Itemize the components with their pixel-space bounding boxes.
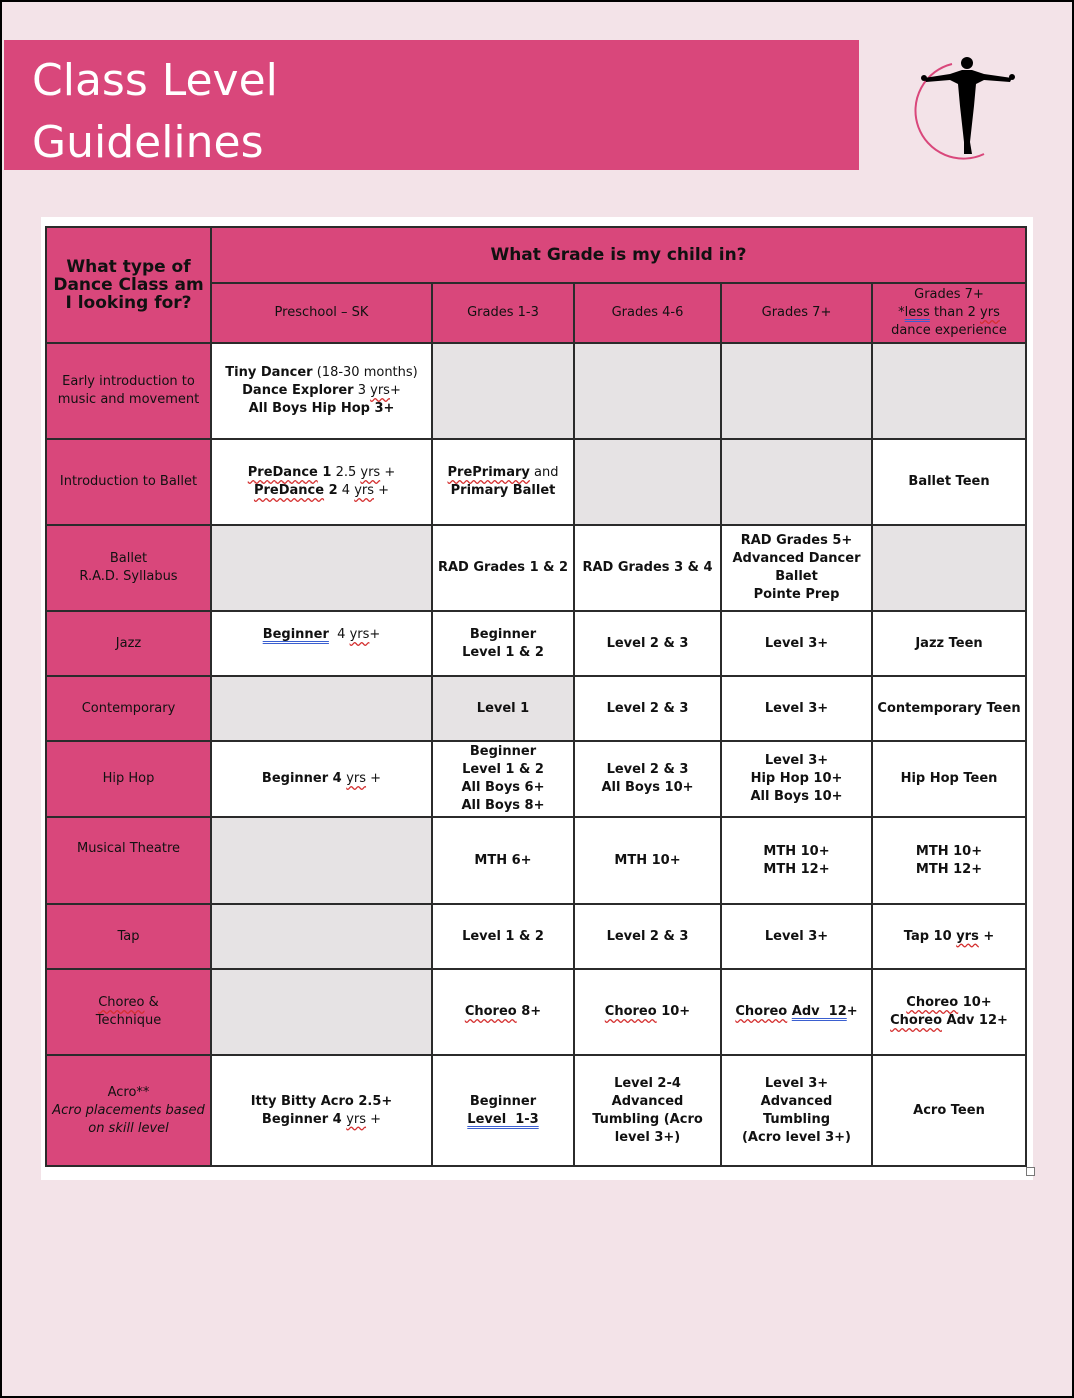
- cell-hiphop-g1-3: Beginner Level 1 & 2 All Boys 6+ All Boys 8+: [432, 741, 574, 817]
- cell-contemporary-g7-less: Contemporary Teen: [872, 676, 1026, 741]
- table-row: [46, 969, 1026, 1055]
- cell-musical-g1-3: MTH 6+: [432, 817, 574, 904]
- cell-hiphop-preschool: Beginner 4 yrs +: [211, 741, 432, 817]
- cell-jazz-g1-3: Beginner Level 1 & 2: [432, 611, 574, 676]
- cell-rad-g1-3: RAD Grades 1 & 2: [432, 525, 574, 611]
- title-line-1: Class Level: [32, 55, 278, 106]
- cell-rad-g4-6: RAD Grades 3 & 4: [574, 525, 721, 611]
- row-header-jazz: Jazz: [46, 611, 211, 676]
- empty-cell: [211, 904, 432, 969]
- cell-contemporary-g4-6: Level 2 & 3: [574, 676, 721, 741]
- page-title: [32, 50, 552, 174]
- cell-musical-g7: MTH 10+ MTH 12+: [721, 817, 872, 904]
- table-row: [46, 904, 1026, 969]
- corner-header: What type of Dance Class am I looking for?: [46, 227, 211, 343]
- cell-rad-g7: RAD Grades 5+ Advanced Dancer Ballet Pointe Prep: [721, 525, 872, 611]
- row-header-early-introduction: Early introduction to music and movement: [46, 343, 211, 439]
- col-header-grades-7-less-experience: [872, 283, 1026, 343]
- col-header-preschool: Preschool – SK: [211, 283, 432, 343]
- empty-cell: [211, 676, 432, 741]
- table-row: [46, 343, 1026, 439]
- resize-handle[interactable]: [1026, 1167, 1035, 1176]
- empty-cell: [574, 343, 721, 439]
- empty-cell: [211, 525, 432, 611]
- table-row: [46, 439, 1026, 525]
- row-header-musical-theatre: Musical Theatre: [46, 817, 211, 904]
- cell-tap-g7: Level 3+: [721, 904, 872, 969]
- cell-tap-g7-less: Tap 10 yrs +: [872, 904, 1026, 969]
- col-header-grades-1-3: Grades 1-3: [432, 283, 574, 343]
- cell-tap-g4-6: Level 2 & 3: [574, 904, 721, 969]
- cell-choreo-g7-less: Choreo 10+ Choreo Adv 12+: [872, 969, 1026, 1055]
- cell-jazz-g7-less: Jazz Teen: [872, 611, 1026, 676]
- cell-acro-g7: Level 3+ Advanced Tumbling (Acro level 3+): [721, 1055, 872, 1166]
- empty-cell: [574, 439, 721, 525]
- row-header-choreo-technique: Choreo & Technique: [46, 969, 211, 1055]
- table-row: [46, 741, 1026, 817]
- title-banner: [4, 40, 859, 170]
- table-row: [46, 817, 1026, 904]
- table-row: [46, 676, 1026, 741]
- table-row: [46, 1055, 1026, 1166]
- empty-cell: [721, 343, 872, 439]
- cell-choreo-g7: Choreo Adv 12+: [721, 969, 872, 1055]
- cell-contemporary-g1-3: Level 1: [432, 676, 574, 741]
- empty-cell: [432, 343, 574, 439]
- row-header-acro: Acro** Acro placements based on skill level: [46, 1055, 211, 1166]
- cell-hiphop-g7: Level 3+ Hip Hop 10+ All Boys 10+: [721, 741, 872, 817]
- cell-tap-g1-3: Level 1 & 2: [432, 904, 574, 969]
- cell-contemporary-g7: Level 3+: [721, 676, 872, 741]
- cell-hiphop-g4-6: Level 2 & 3 All Boys 10+: [574, 741, 721, 817]
- cell-choreo-g1-3: Choreo 8+: [432, 969, 574, 1055]
- row-header-hip-hop: Hip Hop: [46, 741, 211, 817]
- grade-header: What Grade is my child in?: [211, 227, 1026, 283]
- table-row: [46, 611, 1026, 676]
- row-header-intro-ballet: Introduction to Ballet: [46, 439, 211, 525]
- cell-choreo-g4-6: Choreo 10+: [574, 969, 721, 1055]
- cell-jazz-g7: Level 3+: [721, 611, 872, 676]
- cell-acro-g1-3: Beginner Level 1-3: [432, 1055, 574, 1166]
- col-header-title: Grades 7+: [914, 287, 984, 302]
- col-header-grades-4-6: Grades 4-6: [574, 283, 721, 343]
- cell-intro-ballet-g1-3: PrePrimary and Primary Ballet: [432, 439, 574, 525]
- empty-cell: [211, 969, 432, 1055]
- empty-cell: [211, 817, 432, 904]
- cell-musical-g7-less: MTH 10+ MTH 12+: [872, 817, 1026, 904]
- col-header-grades-7: Grades 7+: [721, 283, 872, 343]
- cell-intro-ballet-g7-less: Ballet Teen: [872, 439, 1026, 525]
- cell-jazz-preschool: Beginner 4 yrs+: [211, 611, 432, 676]
- cell-acro-preschool: Itty Bitty Acro 2.5+ Beginner 4 yrs +: [211, 1055, 432, 1166]
- empty-cell: [872, 343, 1026, 439]
- cell-acro-g4-6: Level 2-4 Advanced Tumbling (Acro level 3+): [574, 1055, 721, 1166]
- cell-musical-g4-6: MTH 10+: [574, 817, 721, 904]
- col-header-note: *less than 2 yrs dance experience: [891, 305, 1007, 338]
- cell-early-preschool: Tiny Dancer (18-30 months) Dance Explorer 3 yrs+ All Boys Hip Hop 3+: [211, 343, 432, 439]
- cell-acro-g7-less: Acro Teen: [872, 1055, 1026, 1166]
- title-line-2: Guidelines: [32, 117, 264, 168]
- table-row: [46, 525, 1026, 611]
- cell-jazz-g4-6: Level 2 & 3: [574, 611, 721, 676]
- cell-hiphop-g7-less: Hip Hop Teen: [872, 741, 1026, 817]
- class-level-table: [45, 226, 1027, 1167]
- row-header-tap: Tap: [46, 904, 211, 969]
- row-header-ballet-rad: Ballet R.A.D. Syllabus: [46, 525, 211, 611]
- row-header-contemporary: Contemporary: [46, 676, 211, 741]
- cell-intro-ballet-preschool: PreDance 1 2.5 yrs + PreDance 2 4 yrs +: [211, 439, 432, 525]
- dancer-logo-icon: [912, 50, 1022, 162]
- empty-cell: [721, 439, 872, 525]
- empty-cell: [872, 525, 1026, 611]
